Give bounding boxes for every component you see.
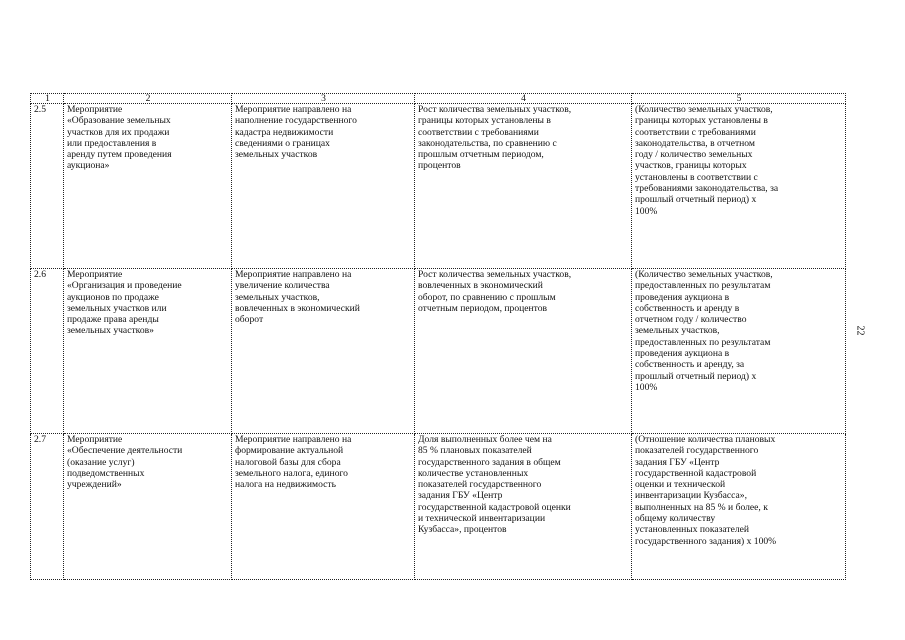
indicator-cell: Рост количества земельных участков, границы которых установлены в соответствии с требованиями законодательства, по сравнению с прошлым отчетным периодом, процентов [415, 104, 632, 269]
header-row [31, 94, 846, 104]
row-number: 2.7 [31, 434, 64, 580]
indicator-cell: Рост количества земельных участков, вовлеченных в экономический оборот, по сравнению с прошлым отчетным периодом, процентов [415, 269, 632, 434]
column-number-1: 1 [31, 94, 64, 104]
indicators-table [30, 93, 846, 580]
event-purpose-cell: Мероприятие направлено на формирование актуальной налоговой базы для сбора земельного налога, единого налога на недвижимость [232, 434, 415, 580]
event-name-cell: Мероприятие «Обеспечение деятельности (оказание услуг) подведомственных учреждений» [64, 434, 232, 580]
column-number-3: 3 [232, 94, 415, 104]
formula-cell: (Количество земельных участков, предоставленных по результатам проведения аукциона в собственность и аренду в отчетном году / количество земельных участков, предоставленных по результатам проведения аукциона в собственность и аренду, за прошлый отчетный период) x 100% [632, 269, 846, 434]
table-row [31, 104, 846, 269]
table-row [31, 434, 846, 580]
formula-cell: (Отношение количества плановых показателей государственного задания ГБУ «Центр государственной кадастровой оценки и технической инвентаризации Кузбасса», выполненных на 85 % и более, к общему количеству установленных показателей государственного задания) x 100% [632, 434, 846, 580]
table-row [31, 269, 846, 434]
row-number: 2.6 [31, 269, 64, 434]
indicator-cell: Доля выполненных более чем на 85 % плановых показателей государственного задания в общем количестве установленных показателей государственного задания ГБУ «Центр государственной кадастровой оценки и технической инвентаризации Кузбасса», процентов [415, 434, 632, 580]
column-number-2: 2 [64, 94, 232, 104]
event-name-cell: Мероприятие «Организация и проведение аукционов по продаже земельных участков или продаже права аренды земельных участков» [64, 269, 232, 434]
event-purpose-cell: Мероприятие направлено на увеличение количества земельных участков, вовлеченных в экономический оборот [232, 269, 415, 434]
event-purpose-cell: Мероприятие направлено на наполнение государственного кадастра недвижимости сведениями о границах земельных участков [232, 104, 415, 269]
formula-cell: (Количество земельных участков, границы которых установлены в соответствии с требованиями законодательства, в отчетном году / количество земельных участков, границы которых установлены в соответствии с требованиями законодательства, за прошлый отчетный период) x 100% [632, 104, 846, 269]
column-number-5: 5 [632, 94, 846, 104]
column-number-4: 4 [415, 94, 632, 104]
row-number: 2.5 [31, 104, 64, 269]
event-name-cell: Мероприятие «Образование земельных участков для их продажи или предоставления в аренду путем проведения аукциона» [64, 104, 232, 269]
page-number: 22 [854, 325, 866, 336]
